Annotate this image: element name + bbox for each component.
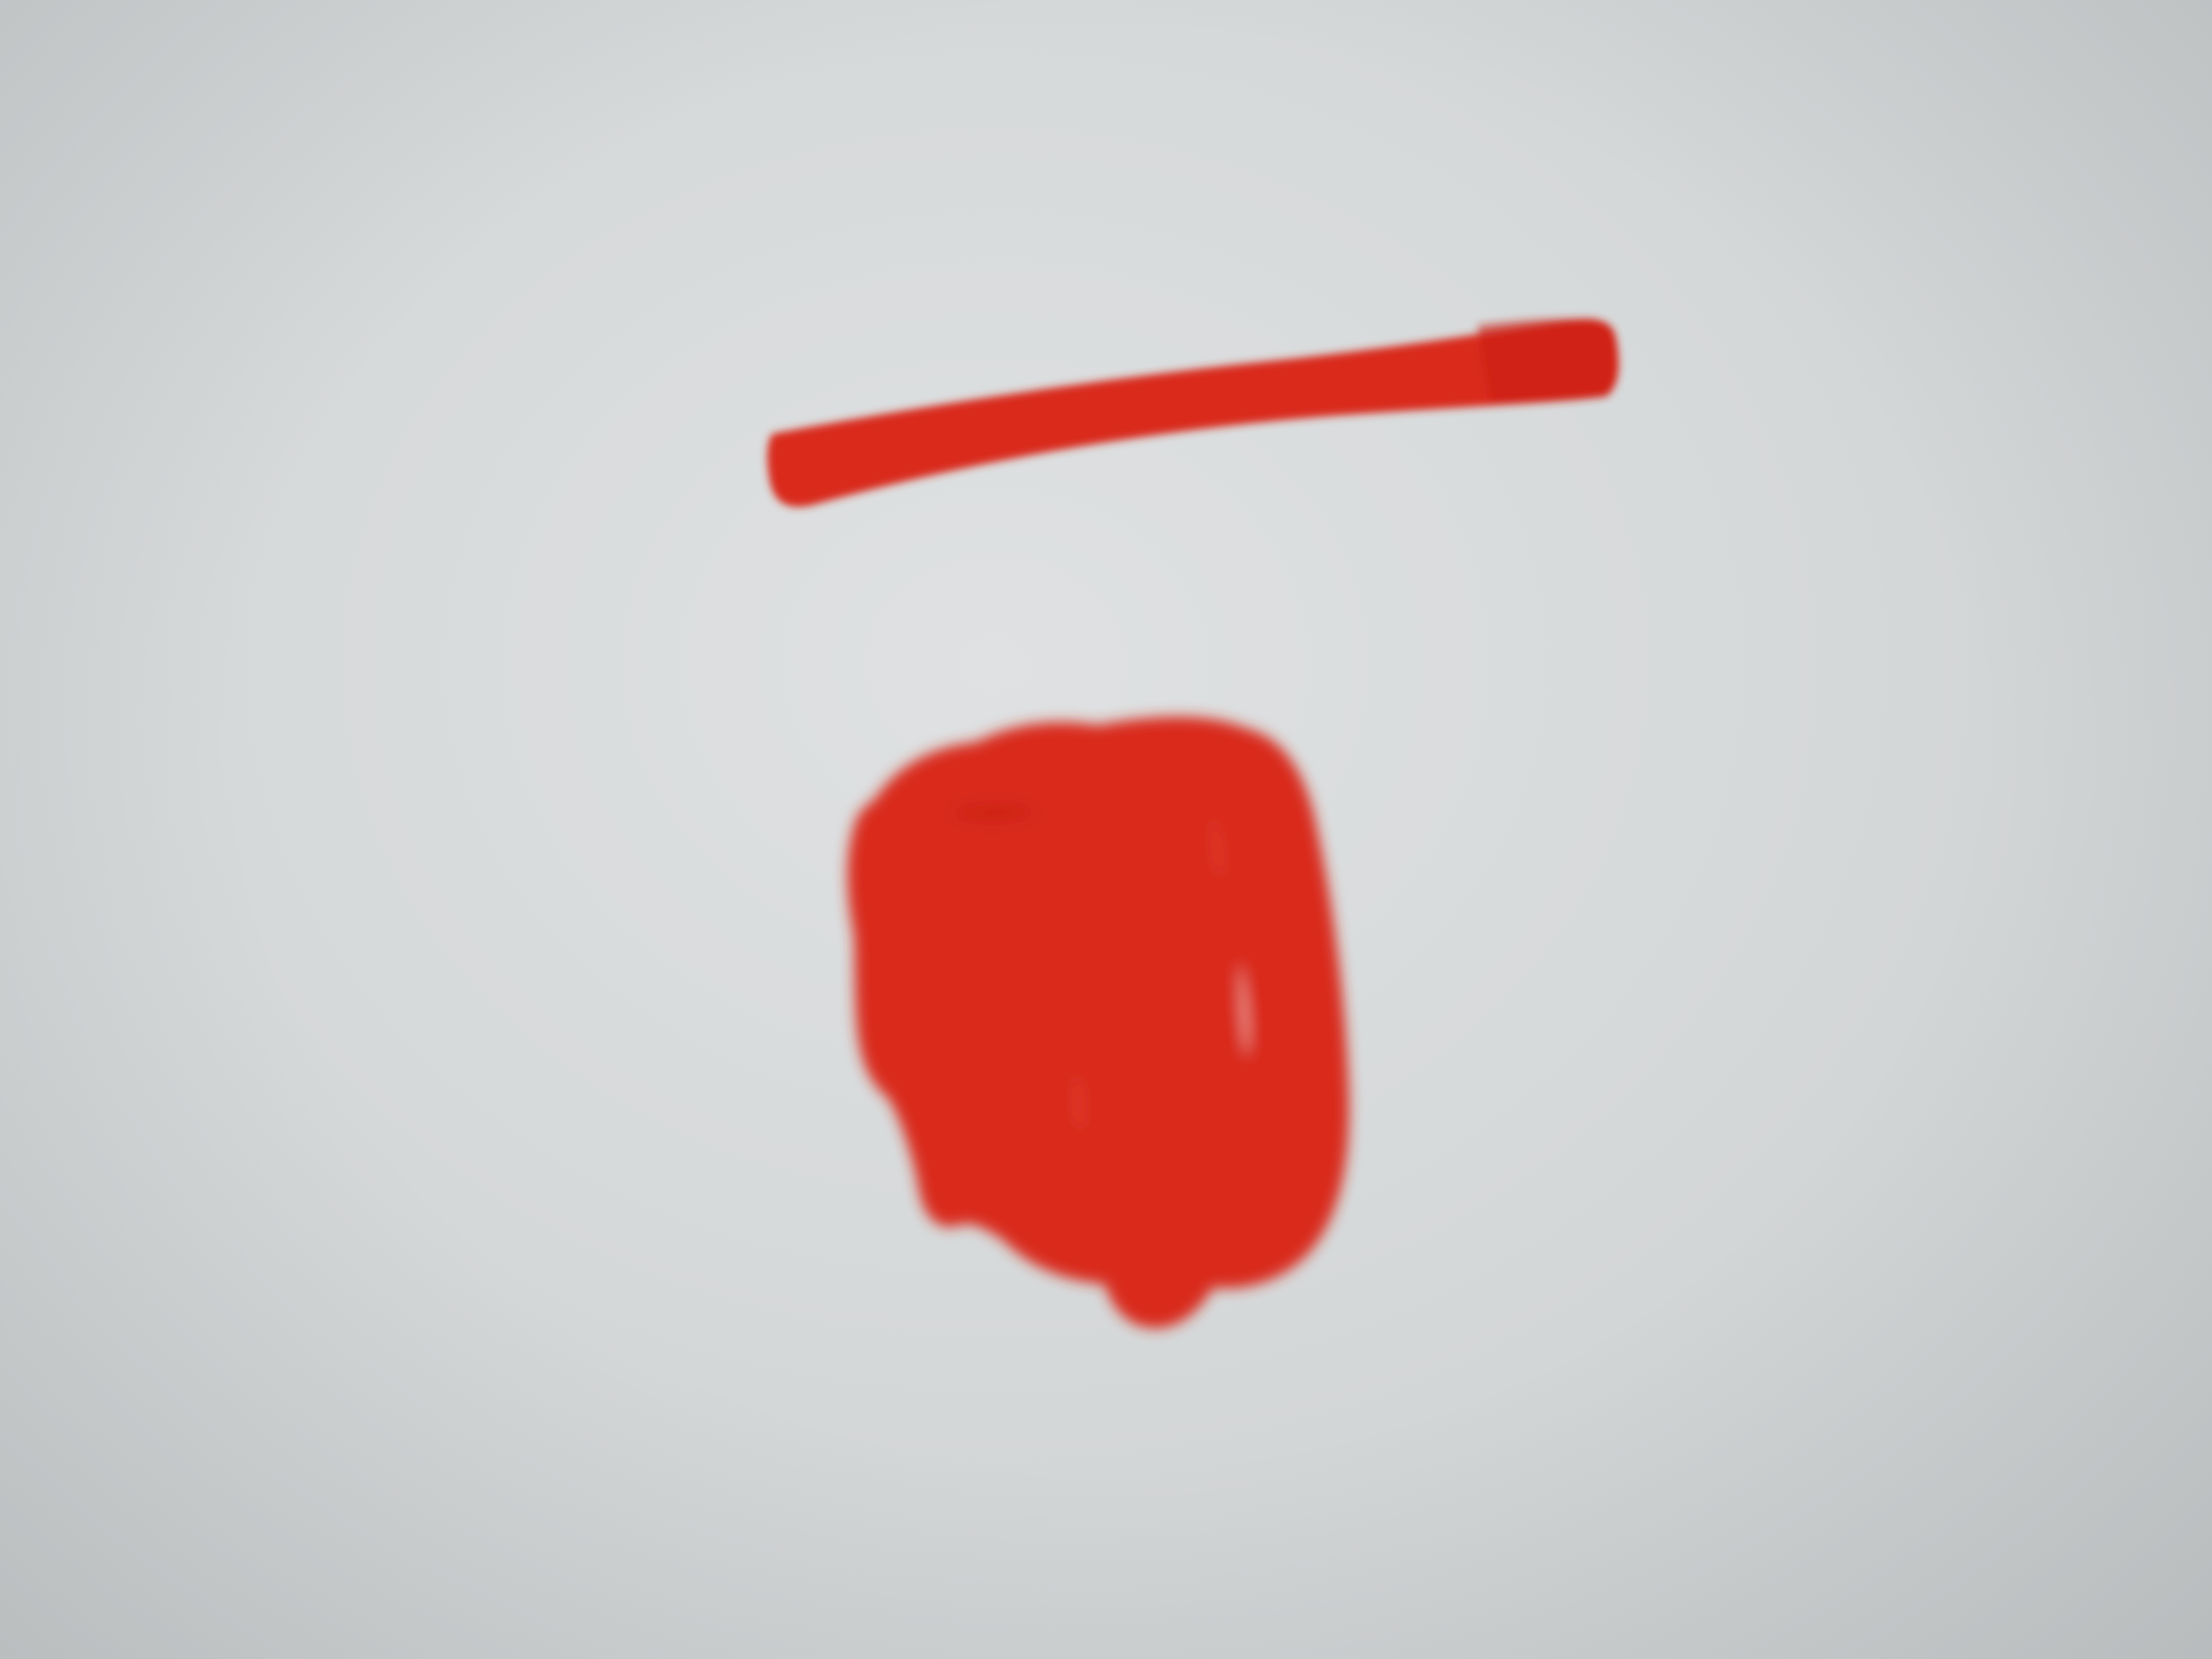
red-filled-blob	[848, 717, 1349, 1329]
red-bar-stroke	[767, 319, 1618, 507]
